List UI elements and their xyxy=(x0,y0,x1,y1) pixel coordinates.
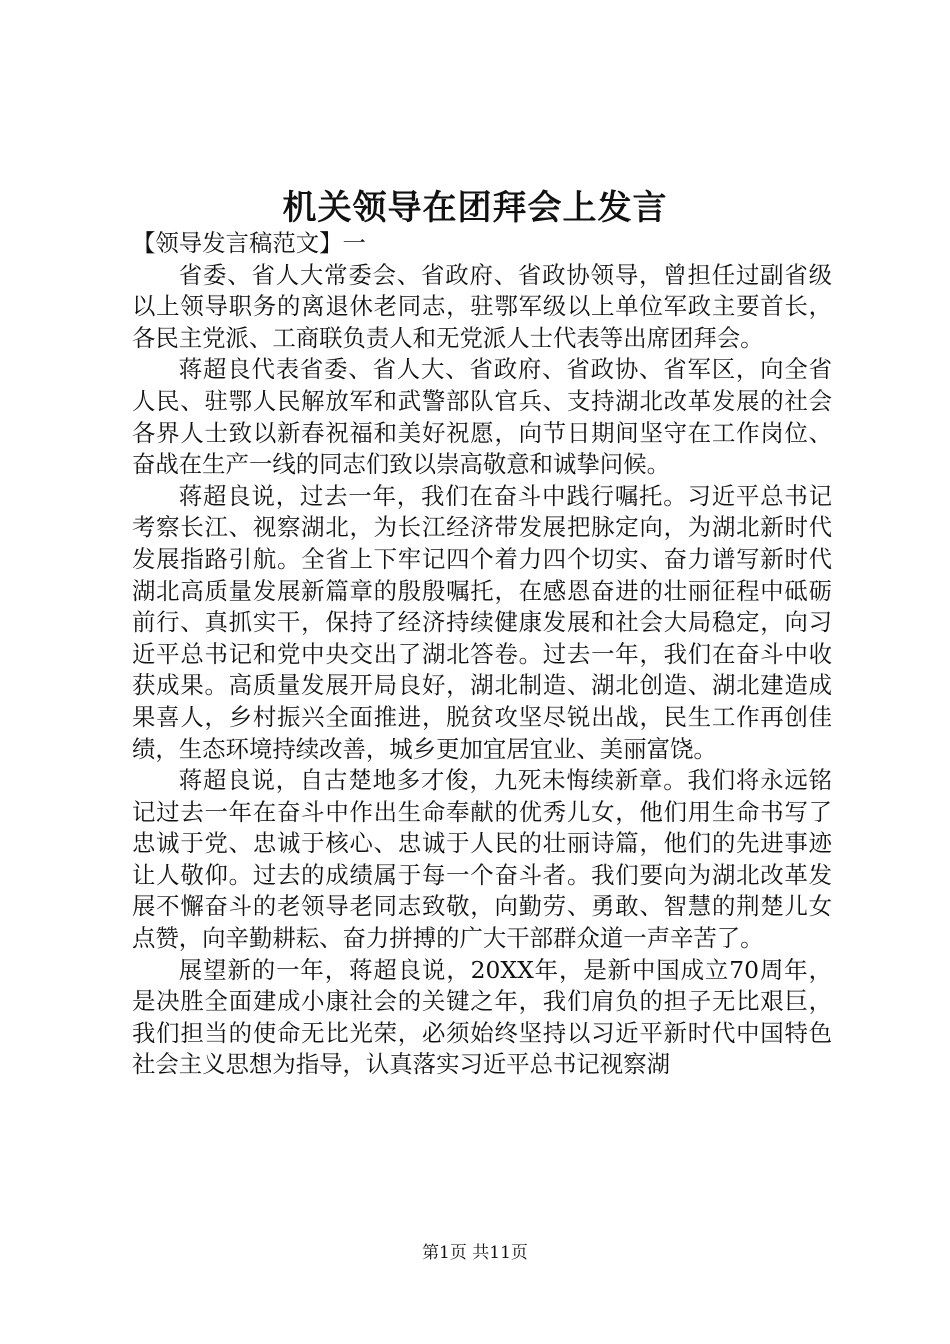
paragraph-attendees: 省委、省人大常委会、省政府、省政协领导，曾担任过副省级以上领导职务的离退休老同志，驻鄂军级以上单位军政主要首长，各民主党派、工商联负责人和无党派人士代表等出席团拜会。 xyxy=(132,260,832,352)
document-body xyxy=(132,228,832,1081)
paragraph-outlook: 展望新的一年，蒋超良说，20XX年，是新中国成立70周年，是决胜全面建成小康社会的关键之年，我们肩负的担子无比艰巨，我们担当的使命无比光荣，必须始终坚持以习近平新时代中国特色社会主义思想为指导，认真落实习近平总书记视察湖 xyxy=(132,955,832,1079)
document-title: 机关领导在团拜会上发言 xyxy=(282,188,668,228)
paragraph-past-year: 蒋超良说，过去一年，我们在奋斗中践行嘱托。习近平总书记考察长江、视察湖北，为长江经济带发展把脉定向，为湖北新时代发展指路引航。全省上下牢记四个着力四个切实、奋力谱写新时代湖北高质量发展新篇章的殷殷嘱托，在感恩奋进的壮丽征程中砥砺前行、真抓实干，保持了经济持续健康发展和社会大局稳定，向习近平总书记和党中央交出了湖北答卷。过去一年，我们在奋斗中收获成果。高质量发展开局良好，湖北制造、湖北创造、湖北建造成果喜人，乡村振兴全面推进，脱贫攻坚尽锐出战，民生工作再创佳绩，生态环境持续改善，城乡更加宜居宜业、美丽富饶。 xyxy=(132,481,832,763)
paragraph-tribute: 蒋超良说，自古楚地多才俊，九死未悔续新章。我们将永远铭记过去一年在奋斗中作出生命奉献的优秀儿女，他们用生命书写了忠诚于党、忠诚于核心、忠诚于人民的壮丽诗篇，他们的先进事迹让人敬仰。过去的成绩属于每一个奋斗者。我们要向为湖北改革发展不懈奋斗的老领导老同志致敬，向勤劳、勇敢、智慧的荆楚儿女点赞，向辛勤耕耘、奋力拼搏的广大干部群众道一声辛苦了。 xyxy=(132,766,832,953)
page-number-footer: 第1页 共11页 xyxy=(422,1243,528,1263)
paragraph-greetings: 蒋超良代表省委、省人大、省政府、省政协、省军区，向全省人民、驻鄂人民解放军和武警部队官兵、支持湖北改革发展的社会各界人士致以新春祝福和美好祝愿，向节日期间坚守在工作岗位、奋战在生产一线的同志们致以崇高敬意和诚挚问候。 xyxy=(132,355,832,479)
section-heading: 【领导发言稿范文】一 xyxy=(132,229,366,257)
